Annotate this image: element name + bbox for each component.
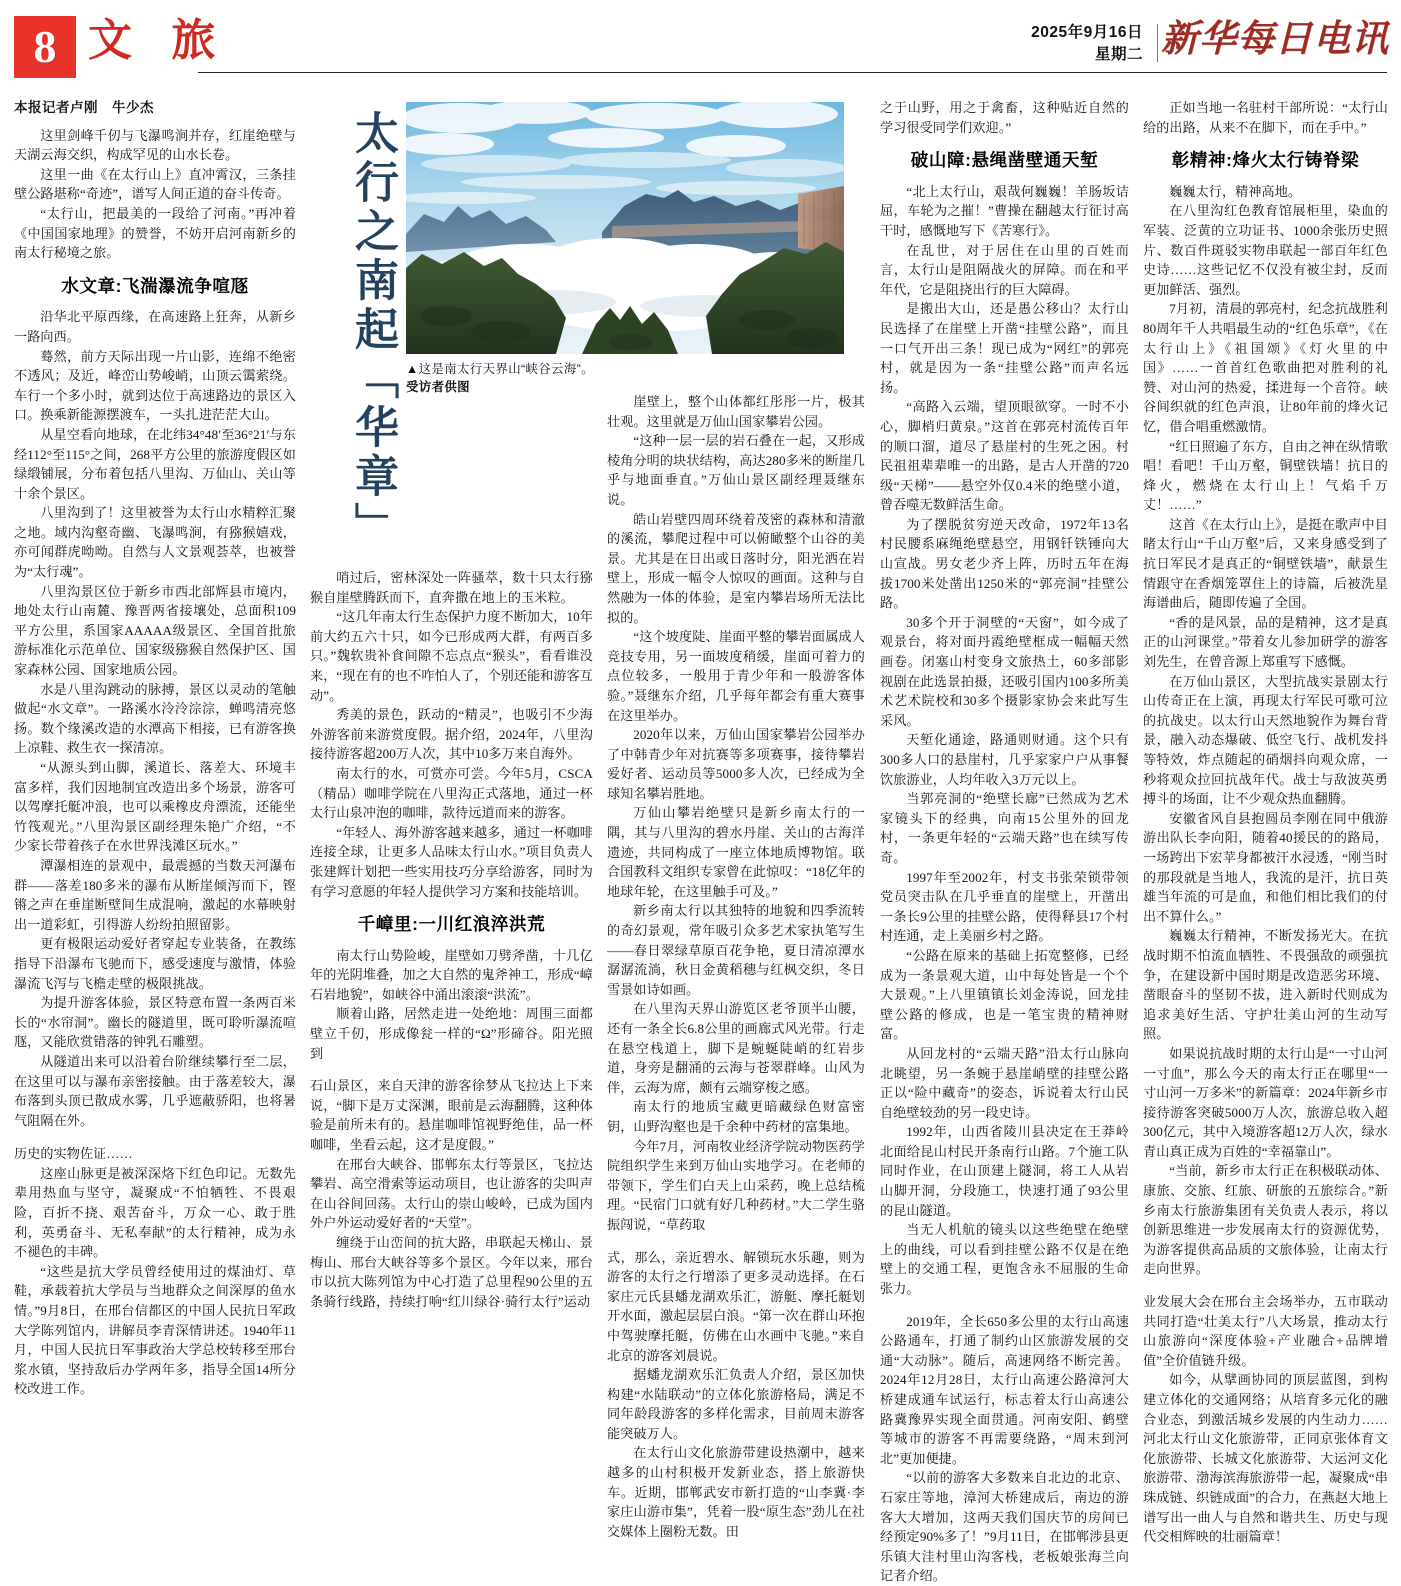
paragraph: 万仙山攀岩绝壁只是新乡南太行的一隅，其与八里沟的碧水丹崖、关山的古海洋遗迹，共同构成了一座立体地质博物馆。联合国教科文组织专家曾在此惊叹：“18亿年的地球年轮，在这里触手可及。” — [607, 805, 865, 899]
paragraph: 新乡南太行以其独特的地貌和四季流转的奇幻景观，常年吸引众多艺术家执笔写生——春日翠绿草原百花争艳，夏日清凉潭水潺潺流淌，秋日金黄稻穗与红枫交织，冬日雪景如诗如画。 — [607, 903, 865, 997]
column-3 — [607, 98, 865, 1541]
paragraph: 南太行山势险峻，崖壁如刀劈斧凿，十几亿年的光阴堆叠，加之大自然的鬼斧神工，形成“嶂石岩地貌”，如峡谷中涌出滚滚“洪流”。 — [310, 947, 593, 1002]
paragraph: 八里沟景区位于新乡市西北部辉县市境内，地处太行山南麓、豫晋两省接壤处，总面积109平方公里，系国家AAAAA级景区、全国首批旅游标准化示范单位、国家级猕猴自然保护区、国家森林公园、国家地质公园。 — [14, 583, 296, 678]
paragraph: 这座山脉更是被深深烙下红色印记。无数先辈用热血与坚守，凝聚成“不怕牺牲、不畏艰险，百折不挠、艰苦奋斗，万众一心、敢于胜利，英勇奋斗、无私奉献”的太行精神，成为永不褪色的丰碑。 — [14, 1165, 296, 1260]
page-number-badge — [14, 16, 76, 78]
paragraph: “太行山，把最美的一段给了河南。”再冲着《中国国家地理》的赞誉，不妨开启河南新乡的南太行秘境之旅。 — [14, 205, 296, 261]
paragraph: “从源头到山脚，溪道长、落差大、环境丰富多样，我们因地制宜改造出多个场景，游客可以驾摩托艇冲浪，也可以乘橡皮舟漂流，还能坐竹筏观光。”八里沟景区副经理朱艳广介绍，“不少家长带着孩子在水世界浅滩区玩水。” — [14, 760, 296, 854]
paragraph: 更有极限运动爱好者穿起专业装备，在教练指导下沿瀑布飞驰而下，感受速度与激情，体验瀑流飞泻与飞檐走壁的极限挑战。 — [14, 936, 296, 991]
paragraph: 从星空看向地球，在北纬34°48′至36°21′与东经112°至115°之间，268平方公里的旅游度假区如绿缎铺展，分布着包括八里沟、万仙山、关山等十余个景区。 — [14, 426, 296, 501]
page-number: 8 — [33, 21, 57, 72]
section-title: 文 旅 — [88, 15, 228, 66]
header-divider-rule — [198, 72, 1387, 73]
column-2 — [310, 98, 593, 1311]
paragraph: 30多个开于洞壁的“天窗”，如今成了观景台，将对面丹霞绝壁框成一幅幅天然画卷。闭塞山村变身文旅热土，60多部影视剧在此选景拍摄，还吸引国内100多所美术艺术院校和30多个摄影家协会来此写生采风。 — [880, 614, 1129, 728]
weekday-line: 星期二 — [1094, 46, 1143, 64]
photo-caption-text: ▲这是南太行天界山“峡谷云海”。 — [406, 362, 594, 376]
column-1 — [14, 98, 296, 1399]
paragraph: “这种一层一层的岩石叠在一起，又形成棱角分明的块状结构，高达280多米的断崖几乎与地面垂直。”万仙山景区副经理聂继东说。 — [607, 433, 865, 507]
paragraph: 在乱世，对于居住在山里的百姓而言，太行山是阻隔战火的屏障。而在和平年代，它是阻挠出行的巨大障碍。 — [880, 242, 1129, 297]
paragraph: 正如当地一名驻村干部所说：“太行山给的出路，从来不在脚下，而在手中。” — [1143, 100, 1388, 135]
paragraph: 是搬出大山，还是愚公移山？太行山民选择了在崖壁上开凿“挂壁公路”，而且一口气开出三条！现已成为“网红”的郭亮村，就是因为一条“挂壁公路”而声名远扬。 — [880, 301, 1129, 395]
paragraph: “这个坡度陡、崖面平整的攀岩面属成人竞技专用，另一面坡度稍缓，崖面可着力的点位较多，一般用于青少年和一般游客体验。”聂继东介绍，几乎每年都会有重大赛事在这里举办。 — [607, 629, 865, 723]
paragraph: 巍巍太行，精神高地。 — [1169, 183, 1302, 199]
paragraph: 这里剑峰千仞与飞瀑鸣涧并存，红崖绝壁与天湖云海交织，构成罕见的山水长卷。 — [14, 127, 296, 163]
paragraph: 南太行的地质宝藏更暗藏绿色财富密钥，山野沟壑也是千余种中药材的富集地。 — [607, 1099, 865, 1134]
headline-spacer — [310, 98, 593, 568]
photo-credit: 受访者供图 — [406, 380, 470, 394]
paragraph: 南太行的水，可赏亦可尝。今年5月，CSCA（精品）咖啡学院在八里沟正式落地，通过一杯太行山泉冲泡的咖啡，款待远道而来的游客。 — [310, 765, 593, 821]
paragraph: 天堑化通途，路通则财通。这个只有300多人口的悬崖村，几乎家家户户从事餐饮旅游业，人均年收入3万元以上。 — [880, 732, 1129, 787]
paragraph: 蓦然，前方天际出现一片山影，连绵不绝密不透风；及近，峰峦山势峻峭，山顶云霭萦绕。车行一个多小时，就到达位于高速路边的景区入口。换乘新能源摆渡车，一头扎进茫茫大山。 — [14, 348, 296, 423]
paragraph: 在八里沟红色教育馆展柜里，染血的军装、泛黄的立功证书、1000余张历史照片、数百件斑驳实物串联起一部百年红色史诗……这些记忆不仅没有被尘封，反而更加鲜活、强烈。 — [1143, 203, 1388, 297]
column-5 — [1143, 98, 1388, 1547]
paragraph: 从隧道出来可以沿着台阶继续攀行至二层，在这里可以与瀑布亲密接触。由于落差较大，瀑布落到头顶已散成水雾，几乎遮蔽骄阳，也将暑气阻隔在外。 — [14, 1053, 296, 1128]
paragraph: 八里沟到了！这里被誉为太行山水精粹汇聚之地。域内沟壑奇幽、飞瀑鸣涧，有猕猴嬉戏，亦可闻群虎呦呦。自然与人文景观荟萃，也被誉为“太行魂”。 — [14, 505, 296, 580]
paragraph: 崖壁上，整个山体都红彤彤一片，极其壮观。这里就是万仙山国家攀岩公园。 — [607, 394, 865, 429]
paragraph: 2020年以来，万仙山国家攀岩公园举办了中韩青少年对抗赛等多项赛事，接待攀岩爱好者、运动员等5000多人次，已经成为全球知名攀岩胜地。 — [607, 727, 865, 801]
column-4 — [880, 98, 1129, 1586]
paragraph: “这几年南太行生态保护力度不断加大，10年前大约五六十只，如今已形成两大群，有两百多只。”魏软贵补食间隙不忘点点“猴头”，看看谁没来，“现在有的也不咋怕人了，个别还能和游客互动”。 — [310, 609, 593, 703]
paragraph: 顺着山路，居然走进一处绝地：周围三面都壁立千仞，形成像瓮一样的“Ω”形碲谷。阳光照到 — [310, 1006, 593, 1061]
paragraph: 为提升游客体验，景区特意布置一条两百米长的“水帘洞”。幽长的隧道里，既可聆听瀑流喧豗，又能欣赏错落的钟乳石雕塑。 — [14, 995, 296, 1050]
paragraph: “香的是风景，品的是精神，这才是真正的山河课堂。”带着女儿参加研学的游客刘先生，在曾音源上郑重写下感慨。 — [1143, 614, 1388, 670]
paragraph: 当无人机航的镜头以这些绝壁在绝壁上的曲线，可以看到挂壁公路不仅是在绝壁上的交通工程，更饱含永不屈服的生命张力。 — [880, 1222, 1129, 1297]
paragraph: 沿华北平原西缘，在高速路上狂奔，从新乡一路向西。 — [14, 309, 296, 344]
publication-date — [1031, 22, 1143, 67]
article-body — [0, 98, 1401, 1584]
subheading-peaks: 千嶂里:一川红浪淬洪荒 — [357, 914, 546, 935]
byline: 本报记者卢刚 牛少杰 — [14, 100, 154, 115]
paragraph: 7月初，清晨的郭亮村，纪念抗战胜利80周年千人共唱最生动的“红色乐章”，《在太行山上》《祖国颂》《灯火里的中国》……一首首红色歌曲把对胜利的礼赞、对山河的热爱，揉进每一个音符。峡谷间织就的红色声浪，让80年前的烽火记忆，借合唱重燃激情。 — [1143, 301, 1388, 434]
date-line: 2025年9月16日 — [1031, 24, 1143, 41]
paragraph: 1997年至2002年，村支书张荣锁带领党员突击队在几乎垂直的崖壁上，开凿出一条长9公里的挂壁公路，使得释县17个村村连通，走上美丽乡村之路。 — [880, 869, 1129, 944]
paragraph: 2019年，全长650多公里的太行山高速公路通车，打通了制约山区旅游发展的交通“大动脉”。随后，高速网络不断完善。2024年12月28日，太行山高速公路漳河大桥建成通车试运行，标志着太行山高速公路冀豫界实现全面贯通。河南安阳、鹤壁等城市的游客不再需要绕路，“周末到河北”更加便捷。 — [880, 1313, 1129, 1466]
paragraph: “北上太行山，艰哉何巍巍！羊肠坂诘屈，车轮为之摧！”曹操在翻越太行征讨高干时，感慨地写下《苦寒行》。 — [880, 183, 1129, 238]
paragraph: “公路在原来的基础上拓宽整修，已经成为一条景观大道，山中每处皆是一个个大景观。”上八里镇镇长刘金涛说，回龙挂壁公路的修成，也是一笔宝贵的精神财富。 — [880, 947, 1129, 1042]
paragraph: “当前，新乡市太行正在积极联动体、康旅、交旅、红旅、研旅的五旅综合。”新乡南太行旅游集团有关负责人表示，将以创新思维进一步发展南太行的资源优势，为游客提供高品质的文旅体验，让南太行走向世界。 — [1143, 1163, 1388, 1277]
paragraph: 1992年，山西省陵川县决定在王莽岭北面给昆山村民开条南行山路。7个施工队同时作业，在山顶建上隧洞，将工人从岩山脚开洞，分段施工，快速打通了93公里的昆山隧道。 — [880, 1124, 1129, 1218]
paragraph: 在太行山文化旅游带建设热潮中，越来越多的山村积极开发新业态，搭上旅游快车。近期，邯郸武安市新打造的“山李冀·李家庄山游市集”，凭着一股“原生态”劲儿在社交媒体上圈粉无数。田 — [607, 1445, 865, 1539]
paragraph: “高路入云端，望顶眼欲穿。一时不小心，脚梢归黄泉。”这首在郭亮村流传百年的顺口溜，道尽了悬崖村的生死之困。村民祖祖辈辈唯一的出路，是古人开凿的720级“天梯”——悬空外仅0.4米的绝壁小道，曾吞噬无数鲜活生命。 — [880, 399, 1129, 513]
paragraph: 石山景区，来自天津的游客徐梦从飞拉达上下来说，“脚下是万丈深渊，眼前是云海翻腾，这种体验是前所未有的。悬崖咖啡馆视野绝佳，品一杯咖啡，坐看云起，这才是度假。” — [310, 1078, 593, 1153]
photo-spacer — [607, 98, 865, 392]
paragraph: 当郭亮洞的“绝壁长廊”已然成为艺术家镜头下的经典，向南15公里外的回龙村，一条更年轻的“云端天路”也在续写传奇。 — [880, 791, 1129, 865]
paragraph: 在万仙山景区，大型抗战实景剧太行山传奇正在上演，再现太行军民可歌可泣的抗战史。以太行山天然地貌作为舞台背景，融入动态爆破、低空飞行、战机发抖等特效，炸点随起的硝烟抖向观众席，一秒将观众拉回抗战年代。战士与敌波英勇搏斗的场面，让不少观众热血翻腾。 — [1143, 673, 1388, 807]
paragraph: “红日照遍了东方，自由之神在纵情歌唱！看吧！千山万壑，铜壁铁墙！抗日的烽火，燃烧在太行山上！气焰千万丈！……” — [1143, 438, 1388, 513]
paragraph: 这首《在太行山上》，是挺在歌声中目睹太行山“千山万壑”后，又来身感受到了抗日军民才是真正的“铜壁铁墙”，献景生情跟守在香烟笼罩住上的诗篇，后被洗星海谱曲后，随即传遍了全国。 — [1143, 516, 1388, 611]
paragraph: 皓山岩壁四周环绕着茂密的森林和清澈的溪流，攀爬过程中可以俯瞰整个山谷的美景。尤其是在日出或日落时分，阳光洒在岩壁上，形成一幅令人惊叹的画面。这种与自然融为一体的体验，是室内攀岩场所无法比拟的。 — [607, 511, 865, 625]
paragraph: 在八里沟天界山游览区老爷顶半山腰，还有一条全长6.8公里的画廊式风光带。行走在悬空栈道上，脚下是蜿蜒陡峭的红岩步道，身旁是翻涌的云海与苍翠群峰。山风为伴，云海为席，颇有云端穿梭之感。 — [607, 1001, 865, 1095]
paragraph: 巍巍太行精神，不断发扬光大。在抗战时期不怕流血牺牲、不畏强敌的顽强抗争，在建设新中国时期是改造恶劣环境、凿眼奋斗的坚韧不拔，进入新时代则成为追求美好生活、守护壮美山河的生动写照。 — [1143, 928, 1388, 1042]
paragraph: “这些是抗大学员曾经使用过的煤油灯、草鞋，承载着抗大学员与当地群众之间深厚的鱼水情。”9月8日，在邢台信都区的中国人民抗日军政大学陈列馆内，讲解员李青深情讲述。1940年11月，中国人民抗日军事政治大学总校转移至邢台浆水镇，坚持敌后办学两年多，指导全国14所分校改进工作。 — [14, 1263, 296, 1397]
paragraph: 从回龙村的“云端天路”沿太行山脉向北眺望，另一条蜿于悬崖峭壁的挂壁公路正以“险中藏奇”的姿态，诉说着太行山民自绝壁较劲的另一段史诗。 — [880, 1045, 1129, 1120]
paragraph: 为了摆脱贫穷逆天改命，1972年13名村民腰系麻绳绝壁悬空，用钢钎铁锤向大山宣战。男女老少齐上阵，历时五年在海拔1700米处凿出1250米的“郭亮洞”挂壁公路。 — [880, 516, 1129, 611]
paragraph: 哨过后，密林深处一阵骚萃，数十只太行猕猴自崖壁腾跃而下，直奔撒在地上的玉米粒。 — [310, 570, 593, 605]
paragraph: 如今，从擘画协同的顶层蓝图，到构建立体化的交通网络；从培育多元化的融合业态，到激活城乡发展的内生动力……河北太行山文化旅游带，正同京张体育文化旅游带、长城文化旅游带、大运河文化旅游带、渤海滨海旅游带一起，凝聚成“串珠成链、织链成面”的合力，在燕赵大地上谱写出一曲人与自然和谐共生、历史与现代交相辉映的壮丽篇章！ — [1143, 1372, 1388, 1545]
paragraph: 之于山野，用之于禽畜，这种贴近自然的学习很受同学们欢迎。” — [880, 100, 1129, 135]
paragraph: “年轻人、海外游客越来越多，通过一杯咖啡连接全球，让更多人品味太行山水。”项目负责人张建辉计划把一些实用技巧分享给游客，同时为有学习意愿的年轻人提供学习方案和技能培训。 — [310, 824, 593, 899]
paragraph: 业发展大会在邢台主会场举办，五市联动共同打造“壮美太行”八大场景，推动太行山旅游向“深度体验+产业融合+品牌增值”全价值链升级。 — [1143, 1294, 1388, 1368]
paragraph: 今年7月，河南牧业经济学院动物医药学院组织学生来到万仙山实地学习。在老师的带领下，学生们白天上山采药，晚上总结梳理。“民宿门口就有好几种药材。”大二学生骆振闯说，“草药取 — [607, 1138, 865, 1232]
paragraph: 安徽省风自县抱圆员李刚在同中俄游游出队长李向阳，随着40援民的的路局，一场跨出下宏苹身都被汗水浸透，“刚当时的那段就是当地人，我流的是汗，抗日英雄当年流的可是血，和他们相比我们的付出不算什么。” — [1143, 810, 1388, 924]
paragraph: 据蟠龙湖欢乐汇负责人介绍，景区加快构建“水陆联动”的立体化旅游格局，满足不同年龄段游客的多样化需求，目前周末游客能突破万人。 — [607, 1367, 865, 1441]
paragraph: 水是八里沟跳动的脉搏，景区以灵动的笔触做起“水文章”。一路溪水泠泠淙淙，蝉鸣清亮悠扬。数个缘溪改造的水潭高下相接，已有游客换上凉鞋、救生衣一探清凉。 — [14, 681, 296, 756]
paragraph: 这里一曲《在太行山上》直冲霄汉，三条挂壁公路堪称“奇迹”，谱写人间正道的奋斗传奇。 — [14, 166, 296, 202]
paragraph: 缠绕于山峦间的抗大路，串联起天梯山、景梅山、邢台大峡谷等多个景区。今年以来，邢台市以抗大陈列馆为中心打造了总里程90公里的五条骑行线路，持续打响“红川绿谷·骑行太行”运动 — [310, 1235, 593, 1309]
subheading-spirit: 彰精神:烽火太行铸脊梁 — [1171, 150, 1360, 171]
subheading-water: 水文章:飞湍瀑流争喧豗 — [61, 275, 249, 296]
masthead-separator — [1157, 24, 1158, 62]
paragraph: 在邢台大峡谷、邯郸东太行等景区，飞拉达攀岩、高空滑索等运动项目，也让游客的尖叫声在山谷间回荡。太行山的崇山峻岭，已成为国内外户外运动爱好者的“天堂”。 — [310, 1156, 593, 1231]
subheading-barrier: 破山障:悬绳凿壁通天堑 — [910, 150, 1099, 171]
paragraph: 秀美的景色，跃动的“精灵”，也吸引不少海外游客前来游赏度假。据介绍，2024年，八里沟接待游客超200万人次，其中10多万来自海外。 — [310, 707, 593, 762]
paragraph: “以前的游客大多数来自北边的北京、石家庄等地，漳河大桥建成后，南边的游客大大增加，这两天我们国庆节的房间已经预定90%多了！”9月11日，在邯郸涉县更乐镇大洼村里山沟客栈，老板娘张海兰向记者介绍。 — [880, 1470, 1129, 1584]
paragraph: 潭瀑相连的景观中，最震撼的当数天河瀑布群——落差180多米的瀑布从断崖倾泻而下，铿锵之声在垂崖断壁间生成混响，激起的水幕映射出一道彩虹，引得游人纷纷拍照留影。 — [14, 857, 296, 932]
paragraph: 如果说抗战时期的太行山是“一寸山河一寸血”，那么今天的南太行正在哪里“一寸山河一万多米”的新篇章：2024年新乡市接待游客突破5000万人次，旅游总收入超300亿元，其中入境游客超12万人次，绿水青山真正成为百姓的“幸福靠山”。 — [1143, 1045, 1388, 1159]
article-headline: 太行之南起「华章」 — [347, 110, 398, 551]
paragraph: 式，那么，亲近碧水、解锁玩水乐趣，则为游客的太行之行增添了更多灵动选择。在石家庄元氏县蟠龙湖欢乐汇，游艇、摩托艇划开水面，激起层层白浪。“第一次在群山环抱中驾驶摩托艇，仿佛在山水画中飞驰。”来自北京的游客刘晨说。 — [607, 1249, 865, 1363]
paragraph: 历史的实物佐证…… — [14, 1146, 133, 1162]
newspaper-logo: 新华每日电讯 — [1161, 16, 1389, 60]
masthead — [0, 0, 1401, 92]
